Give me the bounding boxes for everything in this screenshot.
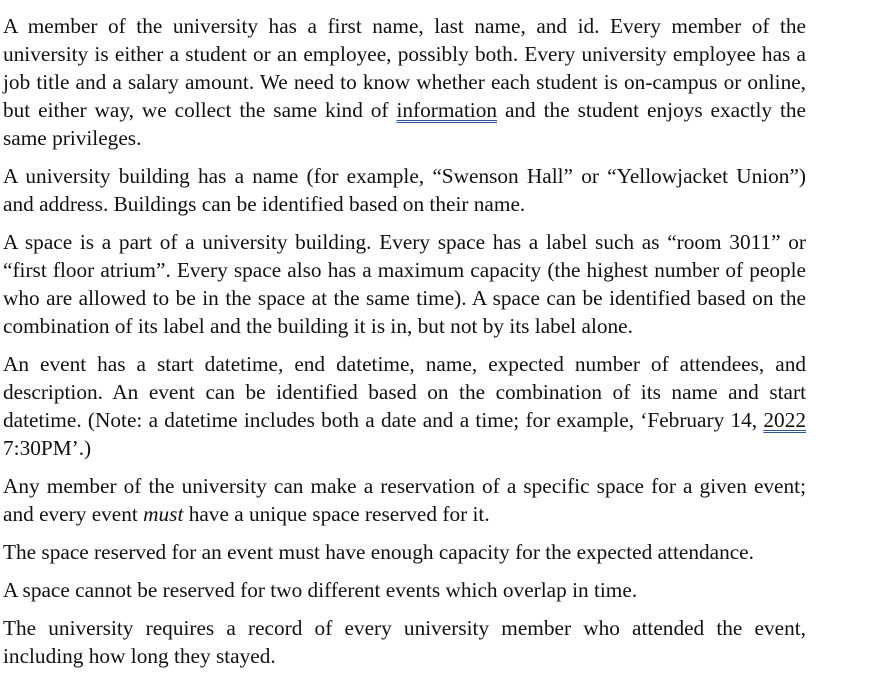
paragraph-building: A university building has a name (for example, “Swenson Hall” or “Yellowjacket Union”) and address. Buildings can be identified based on their name. <box>3 164 806 216</box>
paragraph-event: An event has a start datetime, end datetime, name, expected number of attendees, and description. An event can be identified based on the combination of its name and start datetime. (Note: a datetime includes both a date and a time; for example, ‘February 14, 2022 7:30PM’.) <box>3 352 806 460</box>
emphasis-must: must <box>143 502 184 526</box>
document-body <box>3 12 806 680</box>
paragraph-overlap-rule: A space cannot be reserved for two different events which overlap in time. <box>3 578 638 602</box>
paragraph-university-member: A member of the university has a first name, last name, and id. Every member of the university is either a student or an employee, possibly both. Every university employee has a job title and a salary amount. We need to know whether each student is on-campus or online, but either way, we collect the same kind of information and the student enjoys exactly the same privileges. <box>3 14 806 150</box>
paragraph-capacity-rule: The space reserved for an event must have enough capacity for the expected attendance. <box>3 540 754 564</box>
grammar-flag-information[interactable]: information <box>396 98 498 122</box>
paragraph-attendance-record: The university requires a record of every university member who attended the event, including how long they stayed. <box>3 616 806 668</box>
paragraph-reservation: Any member of the university can make a reservation of a specific space for a given event; and every event must have a unique space reserved for it. <box>3 474 806 526</box>
grammar-flag-2022[interactable]: 2022 <box>763 408 806 432</box>
paragraph-space: A space is a part of a university building. Every space has a label such as “room 3011” or “first floor atrium”. Every space also has a maximum capacity (the highest number of people who are allowed to be in the space at the same time). A space can be identified based on the combination of its label and the building it is in, but not by its label alone. <box>3 230 806 338</box>
